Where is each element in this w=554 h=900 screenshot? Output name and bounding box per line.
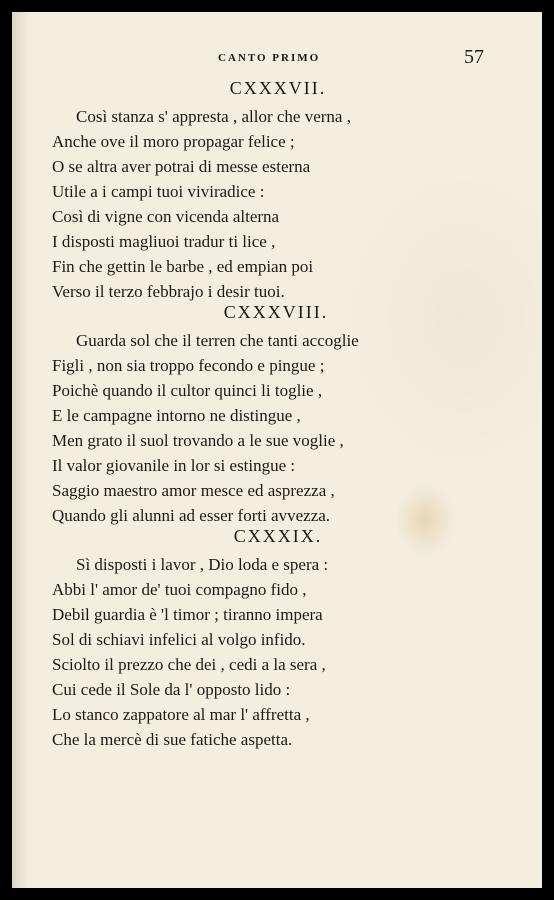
stanza-heading: CXXXVII. [229, 78, 327, 98]
stanza-heading: CXXXVIII. [223, 302, 329, 322]
running-title: CANTO PRIMO [218, 52, 321, 64]
stanza-1 [52, 104, 351, 304]
verse-line: Anche ove il moro propagar felice ; [52, 132, 295, 151]
stanza-heading: CXXXIX. [233, 526, 323, 546]
verse-line: Così stanza s' appresta , allor che verna , [76, 107, 351, 126]
verse-line: Figli , non sia troppo fecondo e pingue ; [52, 356, 325, 375]
verse-line: Lo stanco zappatore al mar l' affretta , [52, 705, 310, 724]
verse-line: Men grato il suol trovando a le sue voglie , [52, 431, 344, 450]
verse-line: E le campagne intorno ne distingue , [52, 406, 301, 425]
page-edge-shadow [12, 12, 30, 888]
verse-line: Utile a i campi tuoi viviradice : [52, 182, 265, 201]
page-number: 57 [464, 46, 484, 68]
verse-line: Il valor giovanile in lor si estingue : [52, 456, 296, 475]
verse-line: Sol di schiavi infelici al volgo infido. [52, 630, 306, 649]
page-header [12, 46, 542, 76]
verse-line: O se altra aver potrai di messe esterna [52, 157, 311, 176]
verse-line: Sì disposti i lavor , Dio loda e spera : [76, 555, 329, 574]
verse-line: Debil guardia è 'l timor ; tiranno impera [52, 605, 323, 624]
verse-line: Così di vigne con vicenda alterna [52, 207, 280, 226]
verse-line: Sciolto il prezzo che dei , cedi a la sera , [52, 655, 326, 674]
verse-line: Quando gli alunni ad esser forti avvezza. [52, 506, 331, 525]
verse-line: Saggio maestro amor mesce ed asprezza , [52, 481, 335, 500]
verse-line: Guarda sol che il terren che tanti accoglie [76, 331, 359, 350]
verse-line: Abbi l' amor de' tuoi compagno fido , [52, 580, 307, 599]
book-page [12, 12, 542, 888]
verse-line: Verso il terzo febbrajo i desir tuoi. [52, 282, 285, 301]
verse-line: I disposti magliuoi tradur ti lice , [52, 232, 276, 251]
verse-line: Cui cede il Sole da l' opposto lido : [52, 680, 291, 699]
verse-line: Che la mercè di sue fatiche aspetta. [52, 730, 293, 749]
stanza-3 [52, 552, 328, 752]
stanza-2 [52, 328, 359, 528]
verse-line: Poichè quando il cultor quinci li toglie , [52, 381, 323, 400]
verse-line: Fin che gettin le barbe , ed empian poi [52, 257, 314, 276]
